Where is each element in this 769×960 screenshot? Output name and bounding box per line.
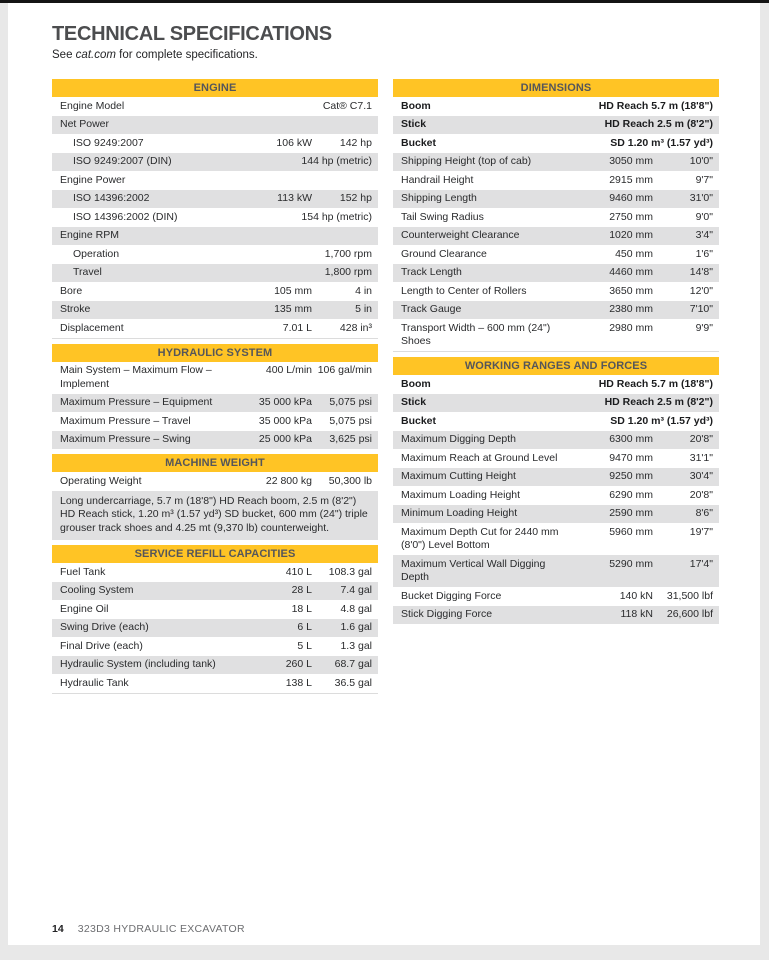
row-label: Boom <box>401 99 431 112</box>
table-row <box>52 582 378 601</box>
document-page <box>8 3 760 945</box>
spec-section-machine-weight <box>52 454 378 540</box>
table-row <box>393 97 719 116</box>
row-label: ISO 14396:2002 (DIN) <box>73 210 178 223</box>
row-label: Maximum Cutting Height <box>401 470 516 482</box>
row-label: Maximum Pressure – Swing <box>60 433 191 445</box>
row-value-imperial: 5 in <box>355 303 372 315</box>
row-value-metric: 7.01 L <box>282 321 312 334</box>
row-value-imperial: 1.3 gal <box>340 639 372 652</box>
table-row <box>52 282 378 301</box>
row-value-imperial: 1.6 gal <box>340 621 372 633</box>
table-row <box>393 606 719 625</box>
spec-columns <box>52 79 718 699</box>
table-row <box>393 301 719 320</box>
row-value-imperial: 3,625 psi <box>329 433 372 445</box>
row-value-imperial: 17'4" <box>689 557 713 570</box>
row-value-imperial: 26,600 lbf <box>666 608 713 620</box>
row-value-metric: 2915 mm <box>609 173 653 186</box>
row-label: Maximum Pressure – Travel <box>60 414 191 427</box>
spec-column-left <box>52 79 378 699</box>
table-row <box>52 600 378 619</box>
row-label: ISO 14396:2002 <box>73 192 150 204</box>
row-label: Stick <box>401 396 427 408</box>
row-value-metric: 3650 mm <box>609 284 653 297</box>
row-value-imperial: 152 hp <box>339 192 372 204</box>
row-label: Engine RPM <box>60 229 119 241</box>
row-value-imperial: 31'1" <box>689 451 713 464</box>
row-value: HD Reach 2.5 m (8'2") <box>604 118 713 130</box>
row-label: Displacement <box>60 321 124 334</box>
table-row <box>52 153 378 172</box>
row-label: Shipping Height (top of cab) <box>401 155 532 167</box>
subtitle-prefix: See <box>52 49 76 61</box>
table-row <box>393 134 719 153</box>
row-value-imperial: 31'0" <box>689 192 713 204</box>
row-label: Maximum Pressure – Equipment <box>60 396 213 408</box>
table-row <box>393 523 719 555</box>
row-label: Swing Drive (each) <box>60 621 149 633</box>
table-row <box>393 264 719 283</box>
row-value-metric: 5290 mm <box>609 557 653 570</box>
spec-section-working-ranges-and-forces <box>393 357 719 624</box>
table-row <box>52 362 378 394</box>
row-value-imperial: 36.5 gal <box>334 676 372 689</box>
row-label: Engine Power <box>60 173 126 186</box>
row-value-metric: 5960 mm <box>609 525 653 538</box>
row-label: Maximum Digging Depth <box>401 433 516 445</box>
table-row <box>393 190 719 209</box>
table-row <box>52 619 378 638</box>
table-row <box>52 637 378 656</box>
table-row <box>52 301 378 320</box>
table-row <box>393 227 719 246</box>
row-value-metric: 6 L <box>297 621 312 633</box>
row-value-metric: 2980 mm <box>609 321 653 334</box>
row-value-metric: 118 kN <box>620 608 653 620</box>
row-value-metric: 4460 mm <box>609 266 653 278</box>
row-value-metric: 3050 mm <box>609 155 653 167</box>
row-value-imperial: 7'10" <box>689 303 713 315</box>
table-row <box>393 282 719 301</box>
row-label: Maximum Loading Height <box>401 488 521 501</box>
row-label: Bucket <box>401 414 437 427</box>
row-value-metric: 450 mm <box>615 247 653 260</box>
row-value-metric: 9460 mm <box>609 192 653 204</box>
table-row <box>52 319 378 338</box>
row-label: Travel <box>73 266 102 278</box>
row-label: Ground Clearance <box>401 247 487 260</box>
row-label: Cooling System <box>60 584 134 596</box>
row-value-metric: 138 L <box>285 676 312 689</box>
row-label: Handrail Height <box>401 173 474 186</box>
row-value-metric: 5 L <box>297 639 312 652</box>
row-value-metric: 2380 mm <box>609 303 653 315</box>
row-label: Engine Model <box>60 99 125 112</box>
table-row <box>393 449 719 468</box>
table-row <box>52 563 378 582</box>
row-value: Cat® C7.1 <box>322 99 372 112</box>
row-value-metric: 410 L <box>285 565 312 578</box>
row-label: Shipping Length <box>401 192 477 204</box>
row-value-metric: 9250 mm <box>609 470 653 482</box>
section-header: DIMENSIONS <box>393 79 719 97</box>
page-subtitle <box>52 48 718 62</box>
row-value-metric: 105 mm <box>274 284 312 297</box>
row-label: Net Power <box>60 118 110 130</box>
row-value-imperial: 31,500 lbf <box>666 589 713 602</box>
row-value-imperial: 108.3 gal <box>328 565 372 578</box>
row-value-imperial: 7.4 gal <box>340 584 372 596</box>
row-label: Boom <box>401 377 431 390</box>
row-label: Maximum Reach at Ground Level <box>401 451 558 464</box>
row-label: ISO 9249:2007 <box>73 136 144 149</box>
row-value-metric: 113 kW <box>277 192 312 204</box>
row-label: Stick Digging Force <box>401 608 493 620</box>
table-row <box>52 227 378 246</box>
row-value-metric: 106 kW <box>276 136 312 149</box>
spec-column-right <box>393 79 719 629</box>
row-value-metric: 2590 mm <box>609 507 653 519</box>
row-label: Bore <box>60 284 83 297</box>
row-label: Fuel Tank <box>60 565 106 578</box>
row-value-imperial: 4.8 gal <box>340 602 372 615</box>
row-label: Tail Swing Radius <box>401 210 484 223</box>
row-value-imperial: 9'9" <box>695 321 713 334</box>
row-value: SD 1.20 m³ (1.57 yd³) <box>610 136 713 149</box>
row-label: Track Gauge <box>401 303 462 315</box>
row-value-imperial: 10'0" <box>689 155 713 167</box>
row-value-metric: 400 L/min <box>265 364 312 376</box>
row-value-imperial: 20'8" <box>689 488 713 501</box>
row-value-metric: 140 kN <box>619 589 653 602</box>
row-value-imperial: 5,075 psi <box>329 396 372 408</box>
row-label: Hydraulic Tank <box>60 676 129 689</box>
row-label: Track Length <box>401 266 462 278</box>
row-value-metric: 35 000 kPa <box>258 396 312 408</box>
row-value-imperial: 5,075 psi <box>329 414 372 427</box>
row-label: Transport Width – 600 mm (24") Shoes <box>401 321 551 347</box>
table-row <box>52 190 378 209</box>
row-value-imperial: 142 hp <box>339 136 372 149</box>
row-value: HD Reach 2.5 m (8'2") <box>604 396 713 408</box>
page-number: 14 <box>52 923 64 935</box>
table-row <box>52 656 378 675</box>
row-value-imperial: 9'7" <box>695 173 713 186</box>
subtitle-suffix: for complete specifications. <box>115 49 258 61</box>
table-row <box>393 153 719 172</box>
row-value-imperial: 3'4" <box>695 229 713 241</box>
row-label: Engine Oil <box>60 602 109 615</box>
row-value-imperial: 30'4" <box>689 470 713 482</box>
row-label: Minimum Loading Height <box>401 507 518 519</box>
row-value-metric: 35 000 kPa <box>258 414 312 427</box>
section-header: ENGINE <box>52 79 378 97</box>
section-header: WORKING RANGES AND FORCES <box>393 357 719 375</box>
footer-model-label: 323D3 HYDRAULIC EXCAVATOR <box>77 923 245 935</box>
table-row <box>52 431 378 450</box>
row-value-imperial: 20'8" <box>689 433 713 445</box>
row-value: 1,800 rpm <box>324 266 372 278</box>
row-value-imperial: 8'6" <box>695 507 713 519</box>
row-label: Stick <box>401 118 427 130</box>
table-row <box>393 505 719 524</box>
table-row <box>52 394 378 413</box>
row-value-imperial: 68.7 gal <box>334 658 372 670</box>
subtitle-website: cat.com <box>75 49 116 61</box>
table-row <box>393 486 719 505</box>
row-value-metric: 6290 mm <box>609 488 653 501</box>
row-value-imperial: 106 gal/min <box>317 364 372 376</box>
row-label: Length to Center of Rollers <box>401 284 527 297</box>
table-row <box>52 97 378 116</box>
spec-section-hydraulic-system <box>52 344 378 450</box>
section-header: HYDRAULIC SYSTEM <box>52 344 378 362</box>
row-value: HD Reach 5.7 m (18'8") <box>598 99 713 112</box>
table-row <box>393 394 719 413</box>
row-label: ISO 9249:2007 (DIN) <box>73 155 172 167</box>
row-value-imperial: 19'7" <box>689 525 713 538</box>
row-value-metric: 2750 mm <box>609 210 653 223</box>
table-row <box>393 587 719 606</box>
table-row <box>52 472 378 491</box>
row-label: Maximum Vertical Wall Digging Depth <box>401 557 546 583</box>
row-label: Stroke <box>60 303 91 315</box>
row-label: Bucket Digging Force <box>401 589 502 602</box>
table-row <box>52 134 378 153</box>
spec-section-dimensions <box>393 79 719 352</box>
row-value: 1,700 rpm <box>324 247 372 260</box>
table-row <box>52 245 378 264</box>
row-label: Counterweight Clearance <box>401 229 520 241</box>
row-value: 144 hp (metric) <box>301 155 372 167</box>
table-row <box>393 555 719 587</box>
table-row <box>52 264 378 283</box>
page-footer <box>52 923 245 935</box>
table-row <box>393 116 719 135</box>
row-value-imperial: 12'0" <box>689 284 713 297</box>
row-label: Main System – Maximum Flow – Implement <box>60 364 212 390</box>
row-value-metric: 1020 mm <box>609 229 653 241</box>
row-value-imperial: 50,300 lb <box>328 474 372 487</box>
table-row <box>393 412 719 431</box>
row-label: Bucket <box>401 136 437 149</box>
table-row <box>393 431 719 450</box>
row-value-metric: 9470 mm <box>609 451 653 464</box>
row-value-imperial: 9'0" <box>695 210 713 223</box>
row-value-metric: 6300 mm <box>609 433 653 445</box>
table-row <box>393 468 719 487</box>
spec-section-service-refill-capacities <box>52 545 378 694</box>
row-label: Operation <box>73 247 120 260</box>
spec-section-engine <box>52 79 378 339</box>
row-value-imperial: 1'6" <box>695 247 713 260</box>
table-row <box>52 116 378 135</box>
row-value-metric: 28 L <box>291 584 312 596</box>
row-value-imperial: 14'8" <box>689 266 713 278</box>
table-row <box>393 245 719 264</box>
table-row <box>393 171 719 190</box>
row-value: 154 hp (metric) <box>301 210 372 223</box>
row-label: Hydraulic System (including tank) <box>60 658 216 670</box>
row-label: Operating Weight <box>60 474 142 487</box>
row-label: Maximum Depth Cut for 2440 mm (8'0") Level Bottom <box>401 525 559 551</box>
row-value-metric: 25 000 kPa <box>258 433 312 445</box>
row-value-metric: 135 mm <box>274 303 312 315</box>
row-value-metric: 18 L <box>291 602 312 615</box>
table-row <box>393 375 719 394</box>
section-header: MACHINE WEIGHT <box>52 454 378 472</box>
row-value-metric: 22 800 kg <box>265 474 312 487</box>
table-row <box>393 208 719 227</box>
table-row <box>52 208 378 227</box>
row-value: HD Reach 5.7 m (18'8") <box>598 377 713 390</box>
row-value-metric: 260 L <box>285 658 312 670</box>
table-row <box>393 319 719 351</box>
row-label: Final Drive (each) <box>60 639 143 652</box>
row-value: SD 1.20 m³ (1.57 yd³) <box>610 414 713 427</box>
page-title: TECHNICAL SPECIFICATIONS <box>52 23 332 45</box>
row-value-imperial: 4 in <box>355 284 372 297</box>
table-row <box>52 171 378 190</box>
table-note: Long undercarriage, 5.7 m (18'8") HD Reach boom, 2.5 m (8'2") HD Reach stick, 1.20 m³ (1.57 yd³) SD bucket, 600 mm (24") triple grouser track shoes and 4.25 mt (9,370 lb) counterweight. <box>52 491 378 541</box>
section-header: SERVICE REFILL CAPACITIES <box>52 545 378 563</box>
table-row <box>52 412 378 431</box>
row-value-imperial: 428 in³ <box>339 321 372 334</box>
table-row <box>52 674 378 693</box>
